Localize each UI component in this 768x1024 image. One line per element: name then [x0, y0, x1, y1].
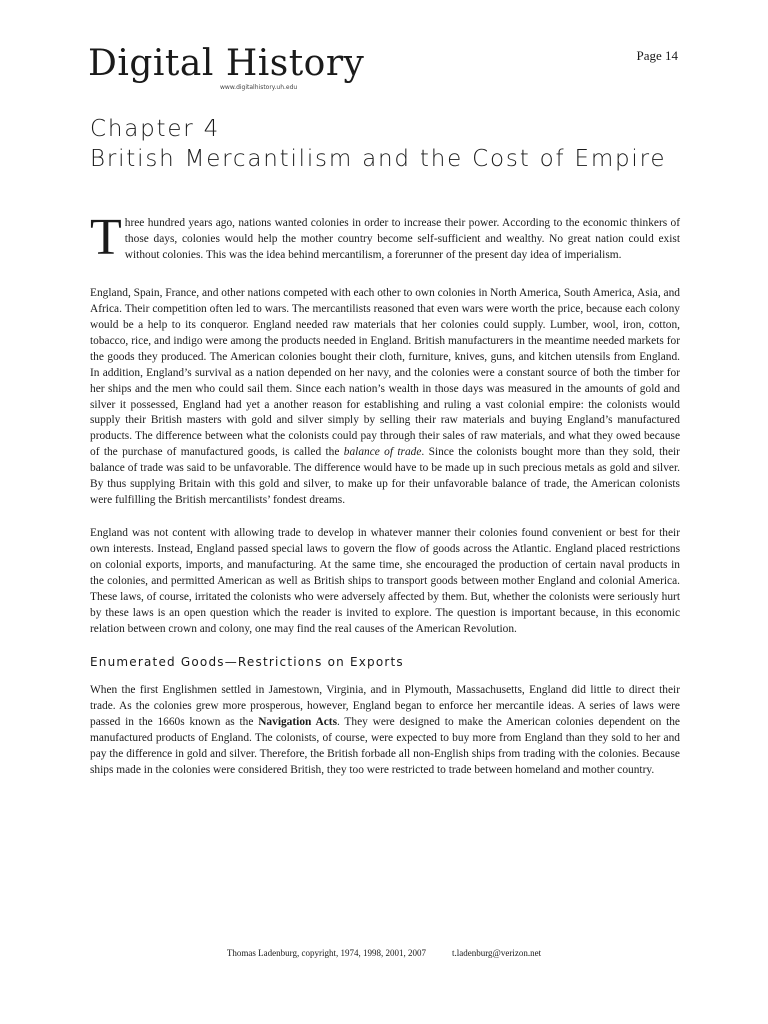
chapter-title-block [90, 114, 690, 174]
logo-url: www.digitalhistory.uh.edu [220, 84, 298, 91]
paragraph-intro-text: hree hundred years ago, nations wanted colonies in order to increase their power. According to the economic thinkers of those days, colonies would help the mother country become self-sufficient and wealthy. No great nation could exist without colonies. This was the idea behind mercantilism, a forerunner of the present day idea of imperialism. [124, 217, 680, 261]
chapter-number: Chapter 4 [90, 116, 221, 142]
page-footer [0, 948, 768, 958]
page-number: Page 14 [636, 48, 678, 63]
body-text [90, 209, 680, 796]
drop-cap: T [90, 209, 122, 266]
logo-wordmark: Digital History [88, 43, 365, 84]
footer-copyright: Thomas Ladenburg, copyright, 1974, 1998, 2001, 2007 [226, 948, 426, 958]
balance-of-trade-term: balance of trade [343, 446, 422, 459]
navigation-acts-term: Navigation Acts [258, 715, 338, 728]
paragraph-navigation-acts [90, 683, 680, 779]
paragraph-navigation-text-end: . They were designed to make the American colonies dependent on the manufactured products of England. The colonists, of course, were expected to buy more from England than they sold to her and pay the difference in gold and silver. Therefore, the British forbade all non-English ships from trading with the colonies. Because ships made in the colonies were considered British, they too were restricted to trade between homeland and mother country. [90, 715, 680, 776]
paragraph-intro [90, 209, 680, 266]
paragraph-competition-text-end: . Since the colonists bought more than they sold, their balance of trade was said to be unfavorable. The difference would have to be made up in such precious metals as gold and silver. By thus supplying Britain with this gold and silver, to make up for their unfavorable balance of trade, the American colonists were fulfilling the British mercantilists’ fondest dreams. [90, 446, 680, 507]
paragraph-competition-text: England, Spain, France, and other nations competed with each other to own colonies in North America, South America, Asia, and Africa. Their competition often led to wars. The mercantilists reasoned that even wars were worth the price, because each colony would be a help to its conqueror. England needed raw materials that her colonies could supply. Lumber, wool, iron, cotton, tobacco, rice, and indigo were among the products needed in England. British manufacturers in the meantime needed markets for the goods they produced. The American colonies bought their cloth, furniture, knives, guns, and kitchen utensils from England. In addition, England’s survival as a nation depended on her navy, and the colonies were a constant source of both the timber for her ships and the men who could sail them. Since each nation’s wealth in those days was measured in the amounts of gold and silver it possessed, England had yet a another reason for establishing and ruling a vast colonial empire: the colonists would supply their British masters with gold and silver simply by selling their raw materials and buying England’s manufactured products. The difference between what the colonists could pay through their sales of raw materials, and what they owed because of the purchase of manufactured goods, is called the [90, 286, 680, 459]
chapter-title: British Mercantilism and the Cost of Empire [90, 146, 667, 172]
digital-history-logo [88, 40, 365, 96]
paragraph-competition [90, 286, 680, 509]
footer-email: t.ladenburg@verizon.net [451, 948, 542, 958]
paragraph-navigation-text: When the first Englishmen settled in Jamestown, Virginia, and in Plymouth, Massachusetts, England did little to direct their trade. As the colonies grew more prosperous, however, England began to enforce her mercantile ideas. A series of laws were passed in the 1660s known as the [90, 683, 680, 728]
paragraph-laws: England was not content with allowing trade to develop in whatever manner their colonies found convenient or best for their own interests. Instead, England passed special laws to govern the flow of goods across the Atlantic. England placed restrictions on colonial exports, imports, and manufacturing. At the same time, she encouraged the production of certain naval products in the colonies, and permitted American as well as British ships to transport goods between mother England and colonial America. These laws, of course, irritated the colonists who were adversely affected by them. But, whether the colonists were seriously hurt by these laws is an open question which the reader is invited to explore. The question is important because, in this economic relation between crown and colony, one may find the real causes of the American Revolution. [90, 527, 680, 635]
section-heading: Enumerated Goods—Restrictions on Exports [90, 654, 404, 669]
